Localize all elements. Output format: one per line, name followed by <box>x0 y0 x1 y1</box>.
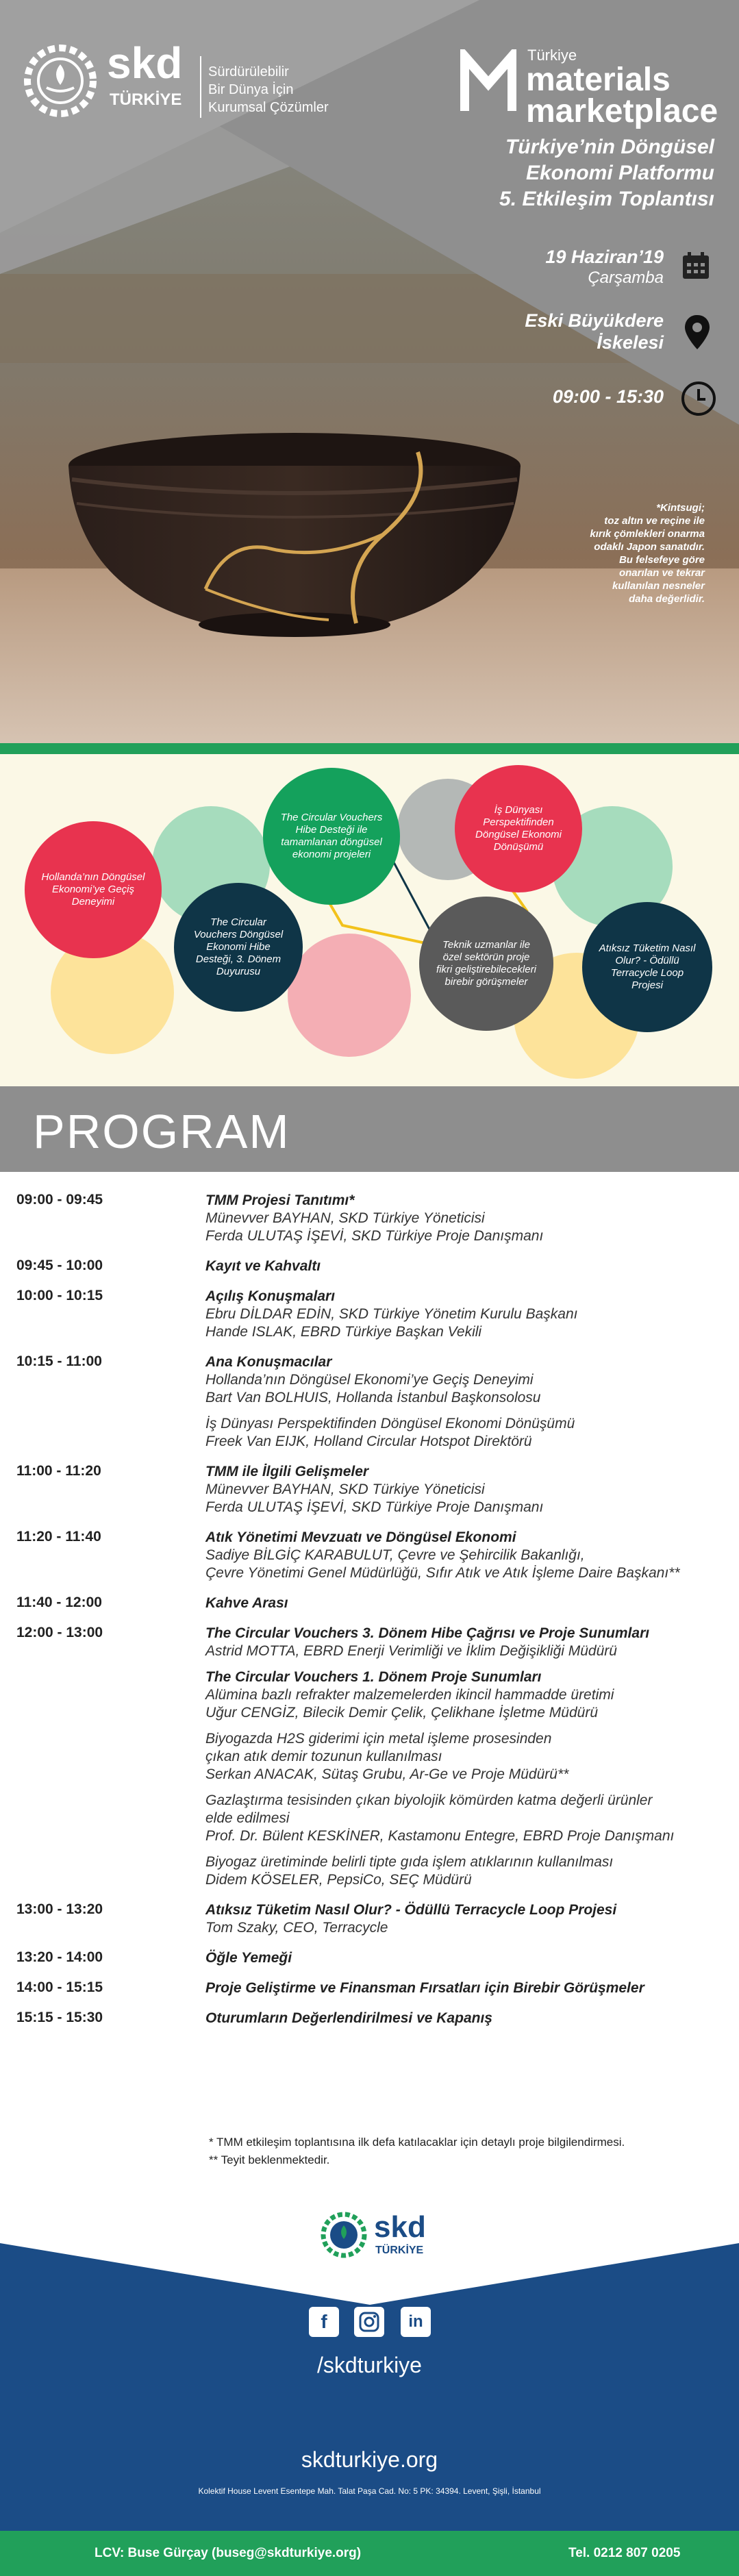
session-detail: Tom Szaky, CEO, Terracycle <box>205 1920 388 1936</box>
schedule-time: 15:15 - 15:30 <box>16 2010 103 2025</box>
gear-leaf-icon <box>19 40 101 122</box>
website-link[interactable]: skdturkiye.org <box>301 2447 438 2472</box>
session-detail: Ferda ULUTAŞ İŞEVİ, SKD Türkiye Proje Danışmanı <box>205 1499 544 1515</box>
topic-bubble-teknik: Teknik uzmanlar ile özel sektörün proje fikri geliştirebilecekleri birebir görüşmeler <box>419 897 553 1031</box>
session-title: The Circular Vouchers 1. Dönem Proje Sunumları <box>205 1669 542 1685</box>
session-detail: elde edilmesi <box>205 1810 290 1826</box>
session-detail: Astrid MOTTA, EBRD Enerji Verimliği ve İklim Değişikliği Müdürü <box>205 1643 617 1659</box>
venue-line: İskelesi <box>597 332 664 353</box>
session-detail: Bart Van BOLHUIS, Hollanda İstanbul Başkonsolosu <box>205 1390 541 1405</box>
topics-bubble-section <box>0 754 739 1086</box>
tagline-line: Kurumsal Çözümler <box>208 100 329 115</box>
session-detail: Freek Van EIJK, Holland Circular Hotspot Direktörü <box>205 1434 532 1449</box>
program-title: PROGRAM <box>33 1105 290 1158</box>
logo-divider <box>200 56 201 118</box>
note-line: toz altın ve reçine ile <box>604 515 705 527</box>
session-detail: Biyogazda H2S giderimi için metal işleme prosesinden <box>205 1731 552 1747</box>
session-detail: Ferda ULUTAŞ İŞEVİ, SKD Türkiye Proje Danışmanı <box>205 1228 544 1244</box>
schedule-time: 13:20 - 14:00 <box>16 1949 103 1965</box>
footer-logo-mark <box>318 2209 370 2261</box>
facebook-icon[interactable]: f <box>309 2307 339 2337</box>
session-detail: Sadiye BİLGİÇ KARABULUT, Çevre ve Şehircilik Bakanlığı, <box>205 1547 585 1563</box>
green-divider-band <box>0 743 739 754</box>
session-detail: Hollanda’nın Döngüsel Ekonomi’ye Geçiş Deneyimi <box>205 1372 534 1388</box>
session-detail: Hande ISLAK, EBRD Türkiye Başkan Vekili <box>205 1324 482 1340</box>
session-title: Proje Geliştirme ve Finansman Fırsatları için Birebir Görüşmeler <box>205 1980 644 1996</box>
schedule-time: 13:00 - 13:20 <box>16 1901 103 1917</box>
gear-leaf-icon <box>318 2209 370 2261</box>
schedule-time: 11:40 - 12:00 <box>16 1595 102 1610</box>
footnote: ** Teyit beklenmektedir. <box>209 2153 330 2166</box>
event-time: 09:00 - 15:30 <box>552 386 664 407</box>
location-pin-icon <box>682 314 712 344</box>
session-title: Kahve Arası <box>205 1595 288 1611</box>
topic-bubble-hollanda: Hollanda’nın Döngüsel Ekonomi’ye Geçiş Deneyimi <box>25 821 162 958</box>
session-detail: Uğur CENGİZ, Bilecik Demir Çelik, Çelikhane İşletme Müdürü <box>205 1705 598 1721</box>
tagline-line: Sürdürülebilir <box>208 64 289 79</box>
event-title <box>499 134 714 212</box>
tmm-logo-line2: marketplace <box>526 93 718 129</box>
clock-icon <box>681 381 711 411</box>
social-handle[interactable]: /skdturkiye <box>317 2353 422 2377</box>
deco-circle <box>288 934 411 1057</box>
event-title-line: 5. Etkileşim Toplantısı <box>499 188 714 210</box>
topic-bubble-is-dunyasi: İş Dünyası Perspektifinden Döngüsel Ekonomi Dönüşümü <box>455 765 582 892</box>
note-line: onarılan ve tekrar <box>618 567 705 579</box>
footnote: * TMM etkileşim toplantısına ilk defa katılacaklar için detaylı proje bilgilendirmesi. <box>209 2136 625 2149</box>
note-line: odaklı Japon sanatıdır. <box>594 541 705 553</box>
session-title: Atık Yönetimi Mevzuatı ve Döngüsel Ekonomi <box>205 1529 516 1545</box>
session-detail: Alümina bazlı refrakter malzemelerden ikincil hammadde üretimi <box>205 1687 614 1703</box>
session-detail: Çevre Yönetimi Genel Müdürlüğü, Sıfır Atık ve Atık İşleme Daire Başkanı** <box>205 1565 680 1581</box>
session-detail: Didem KÖSELER, PepsiCo, SEÇ Müdürü <box>205 1872 472 1888</box>
session-title: Oturumların Değerlendirilmesi ve Kapanış <box>205 2010 492 2026</box>
session-detail: Prof. Dr. Bülent KESKİNER, Kastamonu Entegre, EBRD Proje Danışmanı <box>205 1828 675 1844</box>
tmm-logo-line1: materials <box>526 62 671 98</box>
session-detail: Ebru DİLDAR EDİN, SKD Türkiye Yönetim Kurulu Başkanı <box>205 1306 578 1322</box>
event-date: 19 Haziran’19 <box>545 247 664 267</box>
event-day: Çarşamba <box>588 268 664 287</box>
tagline-line: Bir Dünya İçin <box>208 82 294 97</box>
session-detail: Biyogaz üretiminde belirli tipte gıda işlem atıklarının kullanılması <box>205 1854 614 1870</box>
schedule-time: 11:20 - 11:40 <box>16 1529 101 1545</box>
session-detail: çıkan atık demir tozunun kullanılması <box>205 1749 442 1764</box>
session-detail: Gazlaştırma tesisinden çıkan biyolojik kömürden katma değerli ürünler <box>205 1792 653 1808</box>
tmm-logo-mark <box>460 49 516 115</box>
schedule-time: 11:00 - 11:20 <box>16 1463 101 1479</box>
address: Kolektif House Levent Esentepe Mah. Talat Paşa Cad. No: 5 PK: 34394. Levent, Şişli, İstanbul <box>198 2486 541 2496</box>
session-detail: Serkan ANACAK, Sütaş Grubu, Ar-Ge ve Proje Müdürü** <box>205 1766 569 1782</box>
event-title-line: Türkiye’nin Döngüsel <box>505 136 714 158</box>
session-title: Kayıt ve Kahvaltı <box>205 1258 321 1274</box>
schedule-time: 10:15 - 11:00 <box>16 1353 102 1369</box>
calendar-icon <box>681 251 711 281</box>
note-line: kırık çömlekleri onarma <box>590 528 705 540</box>
footer-logo-name: skd <box>374 2210 426 2244</box>
phone-number[interactable]: Tel. 0212 807 0205 <box>568 2546 681 2560</box>
session-title: TMM Projesi Tanıtımı* <box>205 1192 355 1208</box>
event-venue <box>525 310 664 353</box>
session-detail: Münevver BAYHAN, SKD Türkiye Yöneticisi <box>205 1481 485 1497</box>
note-line: Bu felsefeye göre <box>618 554 705 566</box>
footnotes <box>209 2134 625 2169</box>
note-line: daha değerlidir. <box>629 593 705 605</box>
kintsugi-note <box>590 501 705 605</box>
schedule-time: 14:00 - 15:15 <box>16 1979 103 1995</box>
note-line: kullanılan nesneler <box>612 580 705 592</box>
schedule-time: 10:00 - 10:15 <box>16 1288 103 1303</box>
session-detail: Münevver BAYHAN, SKD Türkiye Yöneticisi <box>205 1210 485 1226</box>
hero-section <box>0 0 739 743</box>
session-title: Ana Konuşmacılar <box>205 1354 332 1370</box>
tmm-logo-top: Türkiye <box>527 47 577 64</box>
session-title: Atıksız Tüketim Nasıl Olur? - Ödüllü Terracycle Loop Projesi <box>205 1902 617 1918</box>
footer-logo-country: TÜRKİYE <box>375 2244 424 2256</box>
session-title: Açılış Konuşmaları <box>205 1288 336 1304</box>
schedule-time: 12:00 - 13:00 <box>16 1625 103 1640</box>
skd-logo-mark <box>19 40 101 122</box>
m-logo-icon <box>460 49 516 115</box>
skd-tagline <box>208 63 329 116</box>
venue-line: Eski Büyükdere <box>525 310 664 331</box>
topic-bubble-vouchers-hibe: The Circular Vouchers Döngüsel Ekonomi Hibe Desteği, 3. Dönem Duyurusu <box>174 883 303 1012</box>
session-title: The Circular Vouchers 3. Dönem Hibe Çağrısı ve Proje Sunumları <box>205 1625 650 1641</box>
topic-bubble-vouchers-projeler: The Circular Vouchers Hibe Desteği ile tamamlanan döngüsel ekonomi projeleri <box>263 768 400 905</box>
instagram-icon[interactable] <box>354 2307 384 2337</box>
skd-logo-name: skd <box>107 38 183 88</box>
schedule-time: 09:00 - 09:45 <box>16 1192 103 1208</box>
session-detail: İş Dünyası Perspektifinden Döngüsel Ekonomi Dönüşümü <box>205 1416 575 1431</box>
footer-section <box>0 2209 739 2531</box>
contact-bar <box>0 2531 739 2576</box>
session-title: TMM ile İlgili Gelişmeler <box>205 1464 369 1479</box>
schedule-time: 09:45 - 10:00 <box>16 1258 103 1273</box>
event-title-line: Ekonomi Platformu <box>525 162 714 184</box>
session-title: Öğle Yemeği <box>205 1950 292 1966</box>
rsvp-contact[interactable]: LCV: Buse Gürçay (buseg@skdturkiye.org) <box>95 2546 362 2560</box>
note-line: *Kintsugi; <box>656 502 705 514</box>
skd-logo-country: TÜRKİYE <box>110 90 182 109</box>
topic-bubble-atiksiz: Atıksız Tüketim Nasıl Olur? - Ödüllü Terracycle Loop Projesi <box>582 902 712 1032</box>
linkedin-icon[interactable]: in <box>401 2307 431 2337</box>
